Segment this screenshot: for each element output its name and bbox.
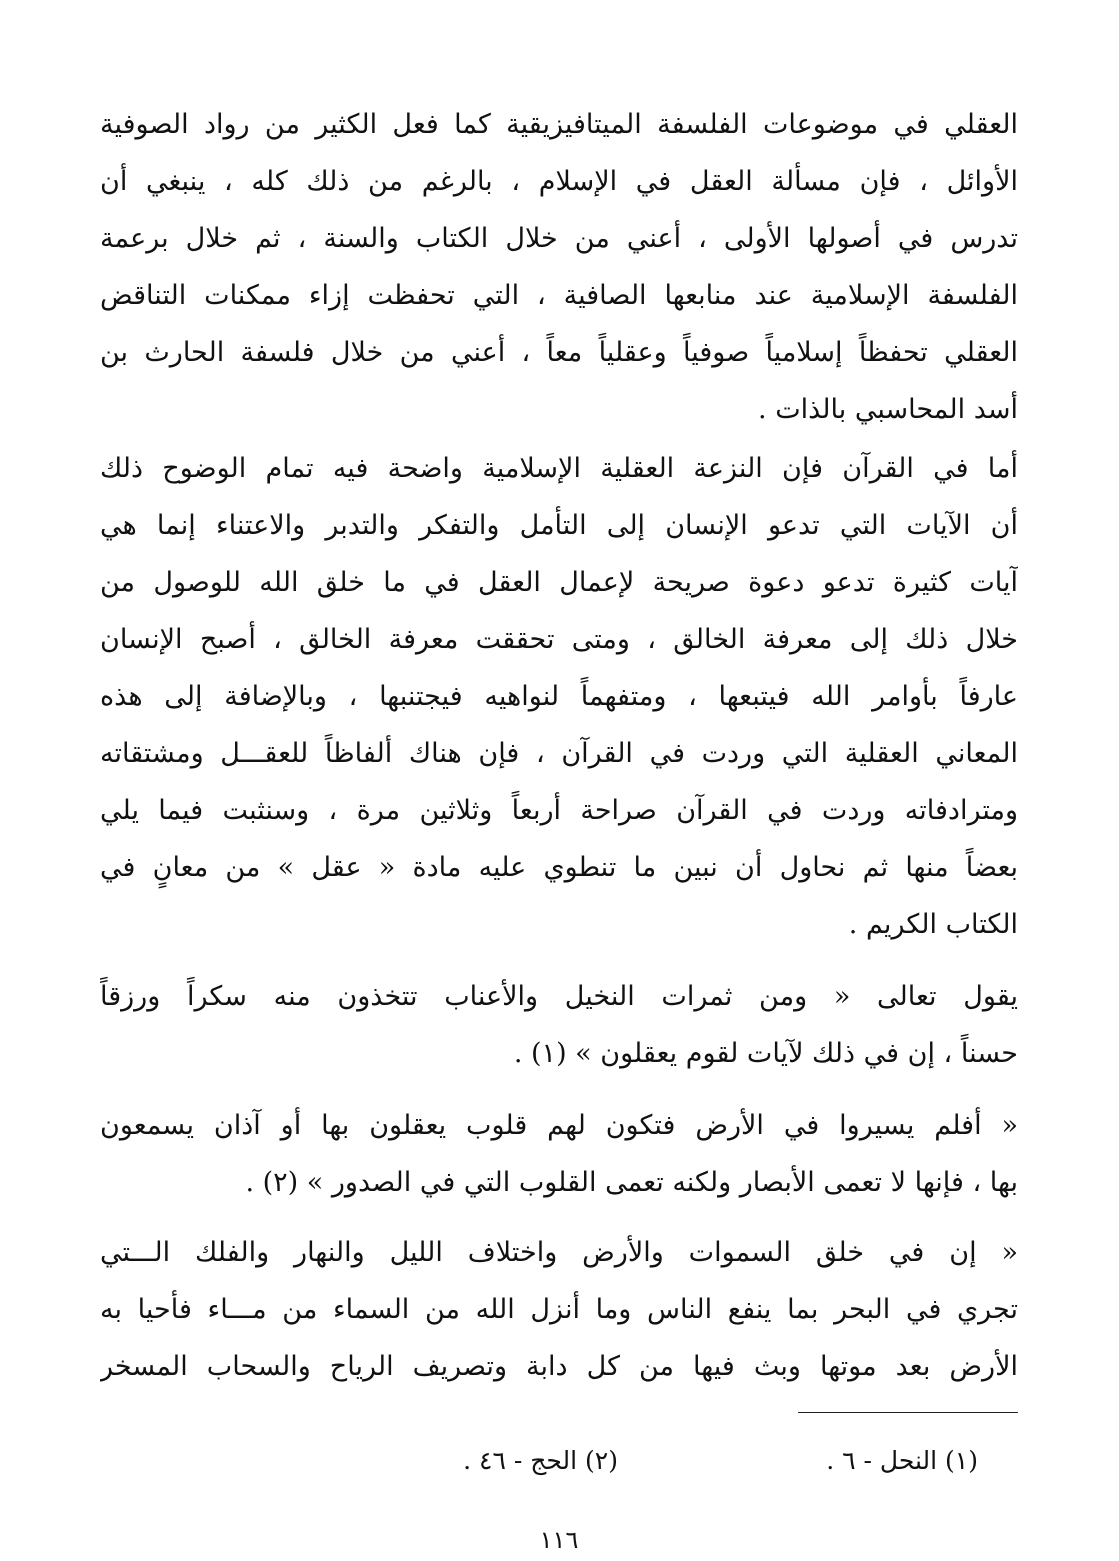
text-line: بعضاً منها ثم نحاول أن نبين ما تنطوي عليه مادة « عقل » من معانٍ في bbox=[100, 852, 1018, 883]
text-line: الفلسفة الإسلامية عند منابعها الصافية ، التي تحفظت إزاء ممكنات التناقض bbox=[100, 280, 1018, 311]
footnotes bbox=[100, 1436, 1018, 1486]
quran-quote bbox=[100, 968, 1018, 1082]
text-line: الكتاب الكريم . bbox=[848, 909, 1018, 940]
book-page bbox=[100, 0, 1018, 1561]
text-line: تدرس في أصولها الأولى ، أعني من خلال الكتاب والسنة ، ثم خلال برعمة bbox=[100, 223, 1018, 254]
text-line: آيات كثيرة تدعو دعوة صريحة لإعمال العقل في ما خلق الله للوصول من bbox=[100, 567, 1018, 598]
text-line: الأوائل ، فإن مسألة العقل في الإسلام ، بالرغم من ذلك كله ، ينبغي أن bbox=[100, 166, 1018, 197]
page-number: ١١٦ bbox=[539, 1526, 579, 1554]
text-line: أن الآيات التي تدعو الإنسان إلى التأمل والتفكر والتدبر والاعتناء إنما هي bbox=[100, 510, 1018, 541]
text-line: يقول تعالى « ومن ثمرات النخيل والأعناب تتخذون منه سكراً ورزقاً bbox=[100, 981, 1018, 1012]
paragraph bbox=[100, 96, 1018, 438]
text-line: أما في القرآن فإن النزعة العقلية الإسلامية واضحة فيه تمام الوضوح ذلك bbox=[100, 453, 1018, 484]
text-line: بها ، فإنها لا تعمى الأبصار ولكنه تعمى القلوب التي في الصدور » (٢) . bbox=[245, 1167, 1018, 1198]
quran-quote bbox=[100, 1224, 1018, 1395]
text-line: « إن في خلق السموات والأرض واختلاف الليل والنهار والفلك الـــتي bbox=[100, 1237, 1018, 1268]
footnote-divider bbox=[798, 1412, 1018, 1413]
text-line: ومترادفاته وردت في القرآن صراحة أربعاً وثلاثين مرة ، وسنثبت فيما يلي bbox=[100, 795, 1018, 826]
text-line: أسد المحاسبي بالذات . bbox=[758, 394, 1018, 425]
text-line: العقلي تحفظاً إسلامياً صوفياً وعقلياً معاً ، أعني من خلال فلسفة الحارث بن bbox=[100, 337, 1018, 368]
paragraph bbox=[100, 440, 1018, 953]
text-line: عارفاً بأوامر الله فيتبعها ، ومتفهماً لنواهيه فيجتنبها ، وبالإضافة إلى هذه bbox=[100, 681, 1018, 712]
text-line: الأرض بعد موتها وبث فيها من كل دابة وتصريف الرياح والسحاب المسخر bbox=[100, 1351, 1018, 1382]
text-line: العقلي في موضوعات الفلسفة الميتافيزيقية كما فعل الكثير من رواد الصوفية bbox=[100, 109, 1018, 140]
quran-quote bbox=[100, 1097, 1018, 1211]
text-line: « أفلم يسيروا في الأرض فتكون لهم قلوب يعقلون بها أو آذان يسمعون bbox=[100, 1110, 1018, 1141]
text-line: المعاني العقلية التي وردت في القرآن ، فإن هناك ألفاظاً للعقـــل ومشتقاته bbox=[100, 738, 1018, 769]
text-line: تجري في البحر بما ينفع الناس وما أنزل الله من السماء من مـــاء فأحيا به bbox=[100, 1294, 1018, 1325]
text-line: حسناً ، إن في ذلك لآيات لقوم يعقلون » (١) . bbox=[513, 1038, 1018, 1069]
footnote-2: (٢) الحج - ٤٦ . bbox=[463, 1446, 618, 1475]
footnote-1: (١) النحل - ٦ . bbox=[826, 1446, 978, 1475]
text-line: خلال ذلك إلى معرفة الخالق ، ومتى تحققت معرفة الخالق ، أصبح الإنسان bbox=[100, 624, 1018, 655]
